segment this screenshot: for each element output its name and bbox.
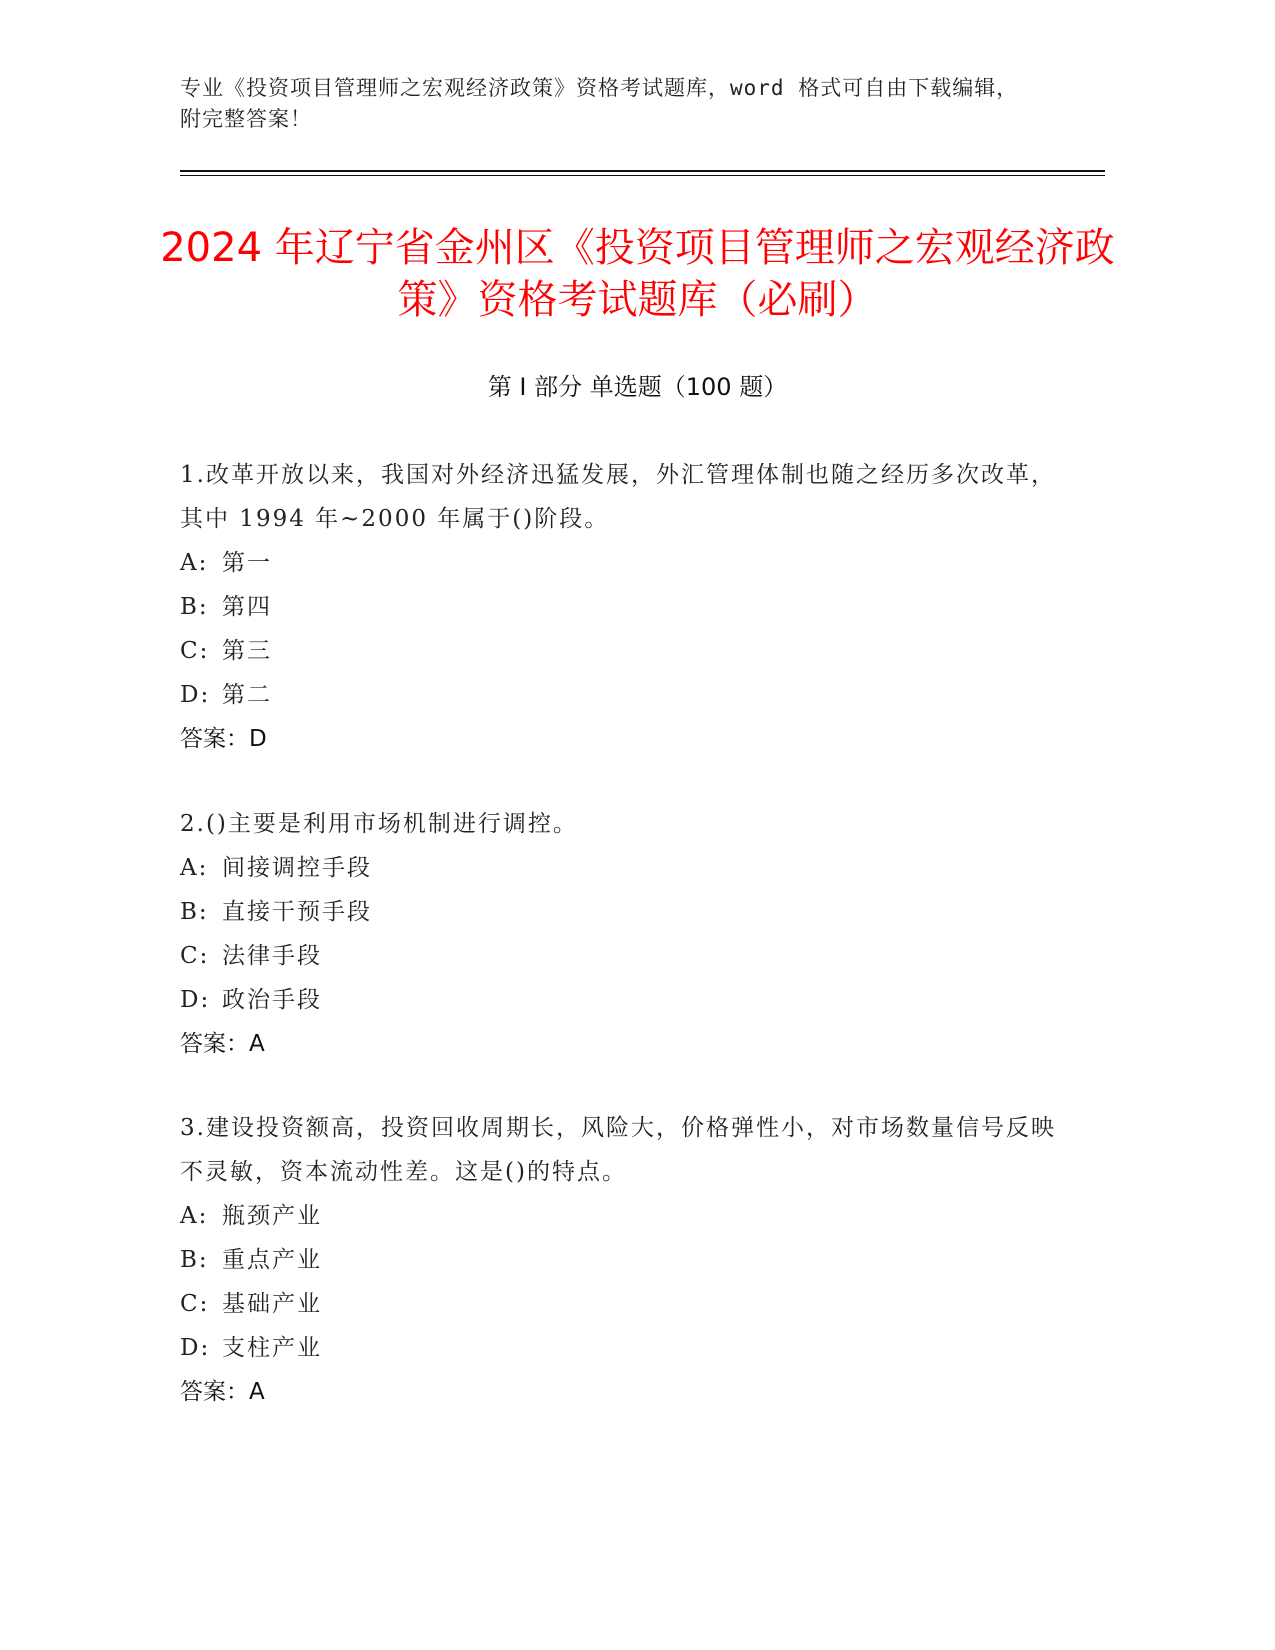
option-a (180, 1194, 1060, 1238)
option-text: 间接调控手段 (222, 855, 372, 881)
option-text: 重点产业 (222, 1247, 322, 1273)
option-text: 第一 (222, 550, 272, 576)
section-heading: 第 I 部分 单选题（100 题） (487, 373, 788, 401)
option-text: 支柱产业 (222, 1335, 322, 1361)
option-text: 直接干预手段 (222, 899, 372, 925)
option-text: 第四 (222, 594, 272, 620)
option-d (180, 673, 1060, 717)
option-letter: A: (180, 855, 209, 881)
option-letter: A: (180, 550, 209, 576)
option-c (180, 629, 1060, 673)
question-stem: 3.建设投资额高，投资回收周期长，风险大，价格弹性小，对市场数量信号反映不灵敏，资本流动性差。这是()的特点。 (180, 1115, 1056, 1185)
option-text: 第二 (222, 682, 272, 708)
option-letter: C: (180, 943, 210, 969)
option-letter: A: (180, 1203, 209, 1229)
option-text: 政治手段 (222, 987, 322, 1013)
answer: 答案：D (180, 726, 267, 752)
answer: 答案：A (180, 1031, 265, 1057)
document-title: 2024 年辽宁省金州区《投资项目管理师之宏观经济政策》资格考试题库（必刷） (160, 225, 1115, 323)
option-letter: D: (180, 987, 211, 1013)
option-b (180, 890, 1060, 934)
option-text: 基础产业 (222, 1291, 322, 1317)
option-c (180, 1282, 1060, 1326)
option-a (180, 846, 1060, 890)
option-letter: B: (180, 899, 209, 925)
question-stem: 2.()主要是利用市场机制进行调控。 (180, 811, 578, 837)
option-b (180, 1238, 1060, 1282)
answer: 答案：A (180, 1379, 265, 1405)
option-letter: C: (180, 1291, 210, 1317)
question-2 (180, 802, 1060, 1066)
option-letter: D: (180, 1335, 211, 1361)
header-rule-thin (180, 175, 1105, 176)
option-d (180, 978, 1060, 1022)
option-b (180, 585, 1060, 629)
question-3 (180, 1106, 1060, 1414)
option-a (180, 541, 1060, 585)
question-1 (180, 453, 1060, 761)
option-letter: B: (180, 594, 209, 620)
option-letter: C: (180, 638, 210, 664)
header-note: 专业《投资项目管理师之宏观经济政策》资格考试题库，word 格式可自由下载编辑，附完整答案！ (180, 76, 1019, 131)
option-text: 第三 (222, 638, 272, 664)
option-text: 瓶颈产业 (222, 1203, 322, 1229)
header-rule-thick (180, 170, 1105, 172)
option-d (180, 1326, 1060, 1370)
option-letter: D: (180, 682, 211, 708)
option-c (180, 934, 1060, 978)
option-letter: B: (180, 1247, 209, 1273)
question-stem: 1.改革开放以来，我国对外经济迅猛发展，外汇管理体制也随之经历多次改革，其中 1994 年~2000 年属于()阶段。 (180, 462, 1056, 532)
option-text: 法律手段 (222, 943, 322, 969)
